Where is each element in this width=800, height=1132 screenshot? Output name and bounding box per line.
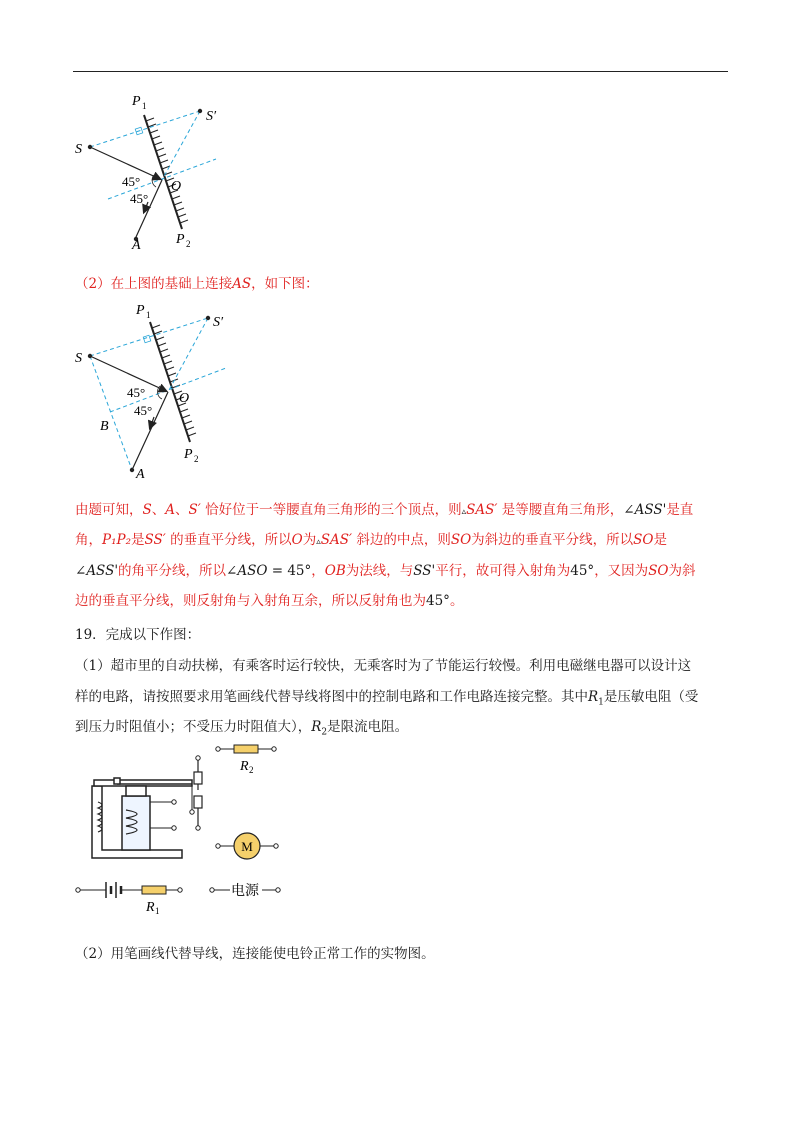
q19-part1-line-3: 到压力时阻值小；不受压力时阻值大），$R_2$是限流电阻。 [75,719,409,738]
label-r1: R [146,900,155,915]
label-p2-sub: 2 [194,454,199,464]
label-s-prime: S′ [213,315,224,330]
label-r2-sub: 2 [249,765,254,775]
q19-part1-line-1: （1）超市里的自动扶梯，有乘客时运行较快，无乘客时为了节能运行较慢。利用电磁继电器可以设计这 [75,658,692,674]
label-p2: P [176,232,185,247]
label-r1-sub: 1 [155,906,160,916]
label-p1-sub: 1 [146,310,151,320]
label-angle-2: 45° [134,403,153,418]
part2-heading: （2）在上图的基础上连接AS，如下图： [75,276,319,292]
explanation-line-2: 角，P₁P₂是SS′ 的垂直平分线，所以O为▵SAS′ 斜边的中点，则SO为斜边的垂直平分线，所以SO是 [75,532,667,548]
power-source-label: 电源 [231,884,259,899]
q19-part1-line-2: 样的电路，请按照要求用笔画线代替导线将图中的控制电路和工作电路连接完整。其中$R_1$是压敏电阻（受 [75,689,699,708]
q19-part2: （2）用笔画线代替导线，连接能使电铃正常工作的实物图。 [75,946,435,962]
reflection-figure-2 [70,300,240,480]
label-a: A [132,238,141,253]
motor-label: M [241,839,253,854]
label-a: A [136,467,145,482]
label-o: O [171,179,182,194]
label-p2-sub: 2 [186,239,191,249]
label-s-prime: S′ [206,109,217,124]
q19-title: 19．完成以下作图： [75,627,201,643]
label-s: S [75,142,82,157]
header-rule [73,71,728,72]
explanation-line-1: 由题可知，S、A、S′ 恰好位于一等腰直角三角形的三个顶点，则▵SAS′ 是等腰直角三角形，∠ASS'是直 [75,502,694,518]
reflection-figure-1 [70,95,230,255]
label-r2: R [240,759,249,774]
label-p1: P [136,303,145,318]
explanation-line-3: ∠ASS'的角平分线，所以∠ASO = 45°，OB为法线，与SS'平行，故可得入射角为45°，又因为SO为斜 [75,563,696,579]
label-angle-1: 45° [122,174,141,189]
relay-circuit-figure [72,740,302,918]
label-b: B [100,419,109,434]
explanation-line-4: 边的垂直平分线，则反射角与入射角互余，所以反射角也为45°。 [75,593,464,609]
label-p2: P [184,447,193,462]
label-angle-2: 45° [130,191,149,206]
label-p1-sub: 1 [142,101,147,111]
label-o: O [179,391,190,406]
label-angle-1: 45° [127,385,146,400]
label-s: S [75,351,82,366]
label-p1: P [132,94,141,109]
